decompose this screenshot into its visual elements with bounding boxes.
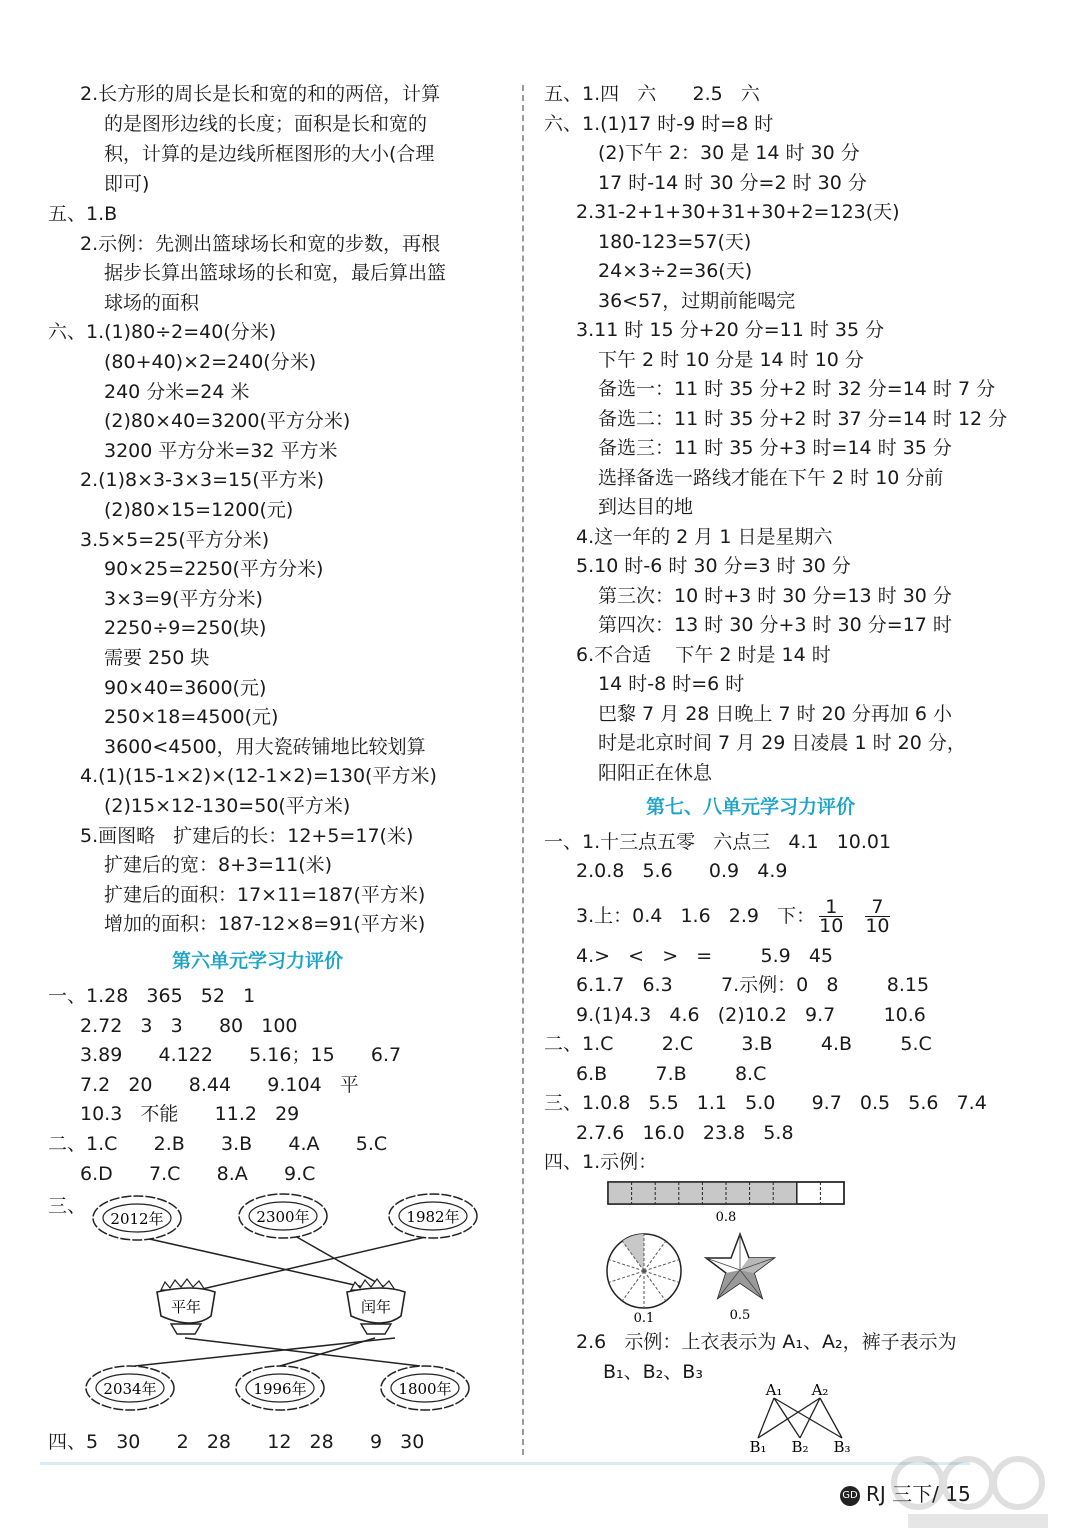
text-line: 3.5×5=25(平方分米) — [80, 529, 270, 551]
label-b1: B₁ — [749, 1438, 767, 1454]
bowl-label-common: 平年 — [170, 1298, 202, 1316]
text-line: 14 时-8 时=6 时 — [598, 673, 745, 695]
text-line: 五、1.四 六 2.5 六 — [544, 83, 760, 105]
text-line: 6.1.7 6.3 7.示例：0 8 8.15 — [576, 974, 930, 996]
text-line: 2.31-2+1+30+31+30+2=123(天) — [576, 201, 900, 223]
text-line: 7.2 20 8.44 9.104 平 — [80, 1074, 359, 1096]
text-line: 2.72 3 3 80 100 — [80, 1015, 298, 1037]
text-line: 3.11 时 15 分+20 分=11 时 35 分 — [576, 319, 885, 341]
text-line: 2.0.8 5.6 0.9 4.9 — [576, 860, 788, 882]
text-line: 250×18=4500(元) — [104, 706, 279, 728]
text-line: 3600<4500，用大瓷砖铺地比较划算 — [104, 736, 426, 758]
text-line: 一、1.十三点五零 六点三 4.1 10.01 — [544, 831, 892, 853]
year-bottom-1: 2034年 — [103, 1380, 157, 1398]
text-line — [576, 896, 894, 936]
circle-label: 0.1 — [633, 1311, 655, 1326]
text-line: (2)80×15=1200(元) — [104, 499, 294, 521]
text-line: 增加的面积：187-12×8=91(平方米) — [104, 913, 426, 935]
text-line: 据步长算出篮球场的长和宽，最后算出篮 — [104, 262, 447, 284]
text-line: 的是图形边线的长度；面积是长和宽的 — [104, 113, 428, 135]
text-line: 选择备选一路线才能在下午 2 时 10 分前 — [598, 467, 944, 489]
text-line: 备选一：11 时 35 分+2 时 32 分=14 时 7 分 — [598, 378, 996, 400]
flower-label — [239, 1194, 327, 1238]
text-line: 二、1.C 2.C 3.B 4.B 5.C — [544, 1033, 932, 1055]
text-line: 2250÷9=250(块) — [104, 617, 267, 639]
text-line: 六、1.(1)17 时-9 时=8 时 — [544, 113, 774, 135]
unit6-heading: 第六单元学习力评价 — [172, 950, 344, 972]
match-line — [185, 1236, 430, 1293]
text-line: 备选二：11 时 35 分+2 时 37 分=14 时 12 分 — [598, 408, 1008, 430]
fraction-1-10: $\frac{1}{10}$ — [819, 896, 844, 937]
bowl-label-leap: 闰年 — [360, 1298, 392, 1316]
text-line: 5.10 时-6 时 30 分=3 时 30 分 — [576, 555, 851, 577]
year-top-3: 1982年 — [406, 1208, 460, 1226]
match-line — [135, 1338, 395, 1366]
text-line: 巴黎 7 月 28 日晚上 7 时 20 分再加 6 小 — [598, 703, 953, 725]
text-line: 10.3 不能 11.2 29 — [80, 1103, 300, 1125]
text-line: 扩建后的面积：17×11=187(平方米) — [104, 884, 426, 906]
text-line: 球场的面积 — [104, 292, 200, 314]
pairing-diagram — [740, 1382, 870, 1454]
text-line: 3200 平方分米=32 平方米 — [104, 440, 338, 462]
circle-0.1 — [607, 1234, 681, 1326]
text-line: 2.7.6 16.0 23.8 5.8 — [576, 1122, 794, 1144]
label-b3: B₃ — [833, 1438, 851, 1454]
text-line: 3.89 4.122 5.16；15 6.7 — [80, 1044, 402, 1066]
text-line: 2.(1)8×3-3×3=15(平方米) — [80, 469, 325, 491]
text-line: 6.D 7.C 8.A 9.C — [80, 1163, 316, 1185]
text-line: 2.长方形的周长是长和宽的和的两倍，计算 — [80, 83, 441, 105]
year-top-2: 2300年 — [256, 1208, 310, 1226]
text-line: 到达目的地 — [598, 496, 694, 518]
text-line: (2)15×12-130=50(平方米) — [104, 795, 351, 817]
text-line: 四、5 30 2 28 12 28 9 30 — [48, 1431, 425, 1453]
text-line: 扩建后的宽：8+3=11(米) — [104, 854, 333, 876]
page-number: RJ 三下/ 15 — [866, 1482, 971, 1506]
bowl-common-year — [157, 1279, 215, 1334]
text-line: (2)下午 2：30 是 14 时 30 分 — [598, 142, 860, 164]
label-a2: A₂ — [811, 1382, 829, 1399]
flower-label — [381, 1366, 469, 1410]
text-line: 3×3=9(平方分米) — [104, 588, 263, 610]
text-line: 第三次：10 时+3 时 30 分=13 时 30 分 — [598, 585, 952, 607]
bar-0.8 — [608, 1182, 844, 1225]
column-divider — [522, 85, 524, 1455]
unit78-heading: 第七、八单元学习力评价 — [646, 796, 856, 818]
text-line: 5.画图略 扩建后的长：12+5=17(米) — [80, 825, 414, 847]
text-line: 备选三：11 时 35 分+3 时=14 时 35 分 — [598, 437, 952, 459]
text-line: 时是北京时间 7 月 29 日凌晨 1 时 20 分， — [598, 732, 966, 754]
text-line: 四、1.示例： — [544, 1151, 658, 1173]
text-line: 4.这一年的 2 月 1 日是星期六 — [576, 526, 833, 548]
text-line: 4.(1)(15-1×2)×(12-1×2)=130(平方米) — [80, 765, 437, 787]
label-b2: B₂ — [791, 1438, 809, 1454]
text-line: 二、1.C 2.B 3.B 4.A 5.C — [48, 1133, 388, 1155]
text-line: 240 分米=24 米 — [104, 381, 250, 403]
flower-label — [389, 1194, 477, 1238]
text-line: 90×40=3600(元) — [104, 677, 267, 699]
text-line: 三、1.0.8 5.5 1.1 5.0 9.7 0.5 5.6 7.4 — [544, 1092, 987, 1114]
watermark-logo-icon — [888, 1448, 1066, 1534]
star-0.5 — [706, 1234, 774, 1323]
text-line: 下午 2 时 10 分是 14 时 10 分 — [598, 349, 864, 371]
text-line: 阳阳正在休息 — [598, 762, 713, 784]
gd-badge-icon: GD — [840, 1486, 860, 1506]
match-line — [280, 1338, 375, 1366]
text-line: 2.6 示例：上衣表示为 A₁、A₂，裤子表示为 — [576, 1331, 957, 1353]
text-line: 即可) — [104, 173, 150, 195]
text-line: 2.示例：先测出篮球场长和宽的步数，再根 — [80, 233, 441, 255]
text-line: 6.不合适 下午 2 时是 14 时 — [576, 644, 831, 666]
decimal-illustrations — [600, 1176, 860, 1331]
bar-label: 0.8 — [715, 1210, 737, 1225]
fraction-7-10: $\frac{7}{10}$ — [865, 896, 890, 937]
text-line: 6.B 7.B 8.C — [576, 1063, 767, 1085]
text-line: (2)80×40=3200(平方分米) — [104, 410, 351, 432]
text-line: 24×3÷2=36(天) — [598, 260, 753, 282]
text-line: 36<57，过期前能喝完 — [598, 290, 796, 312]
label-a1: A₁ — [765, 1382, 783, 1399]
text-line: 9.(1)4.3 4.6 (2)10.2 9.7 10.6 — [576, 1004, 926, 1026]
text-line: 第四次：13 时 30 分+3 时 30 分=17 时 — [598, 614, 952, 636]
text-line: 17 时-14 时 30 分=2 时 30 分 — [598, 172, 867, 194]
q3-prefix: 3.上：0.4 1.6 2.9 下： — [576, 905, 816, 927]
text-line: 90×25=2250(平方分米) — [104, 558, 324, 580]
year-top-1: 2012年 — [110, 1210, 164, 1228]
flower-label — [236, 1366, 324, 1410]
text-line: 需要 250 块 — [104, 647, 210, 669]
year-matching-diagram — [75, 1188, 505, 1428]
text-line: (80+40)×2=240(分米) — [104, 351, 317, 373]
text-line: 三、 — [48, 1195, 87, 1217]
text-line: 五、1.B — [48, 203, 118, 225]
year-bottom-3: 1800年 — [398, 1380, 452, 1398]
star-label: 0.5 — [729, 1308, 751, 1323]
text-line: 180-123=57(天) — [598, 231, 752, 253]
bowl-leap-year — [347, 1279, 405, 1334]
text-line: 六、1.(1)80÷2=40(分米) — [48, 321, 277, 343]
match-line — [185, 1338, 420, 1366]
text-line: 一、1.28 365 52 1 — [48, 985, 256, 1007]
text-line: B₁、B₂、B₃ — [603, 1361, 703, 1383]
flower-label — [86, 1366, 174, 1410]
text-line: 积，计算的是边线所框图形的大小(合理 — [104, 143, 435, 165]
footer-rule — [40, 1462, 970, 1465]
text-line: 4.> < > = 5.9 45 — [576, 945, 833, 967]
year-bottom-2: 1996年 — [253, 1380, 307, 1398]
flower-label — [93, 1196, 181, 1240]
